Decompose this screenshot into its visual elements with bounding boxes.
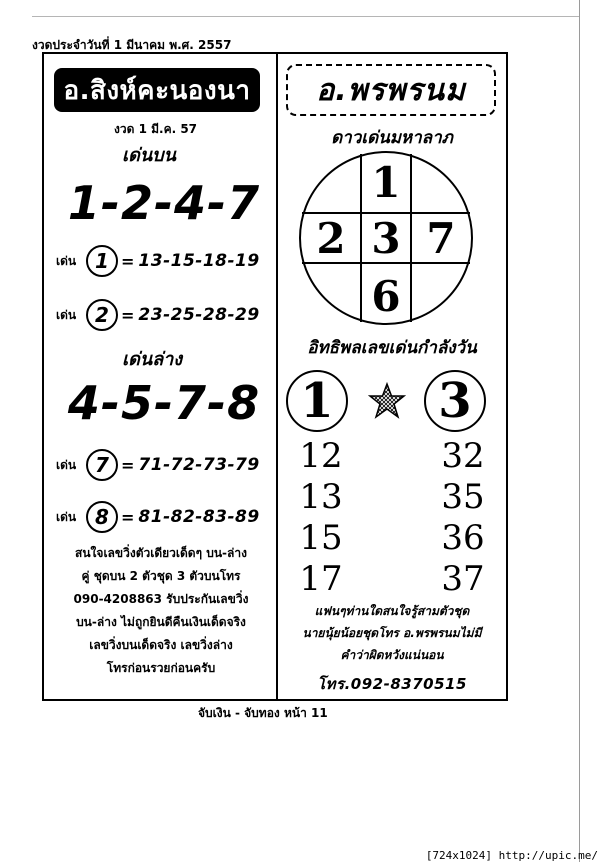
- play-label: เด่น: [56, 509, 77, 524]
- page-footer: จับเงิน - จับทอง หน้า 11: [198, 706, 328, 720]
- star-heading: ดาวเด่นมหาลาภ: [331, 128, 453, 148]
- play-label: เด่น: [56, 307, 77, 322]
- bottom-set-row: [56, 500, 260, 534]
- lucky-number: 12: [299, 436, 343, 476]
- set-values: 23-25-28-29: [138, 305, 260, 325]
- phone-number: โทร.092-8370515: [317, 675, 467, 693]
- info-line: เลขวิ่งบนเด็ดจริง เลขวิ่งล่าง: [89, 638, 233, 652]
- right-number-column: [428, 436, 498, 600]
- left-title: อ.สิงห์คะนองนา: [54, 68, 260, 112]
- grid-right-number: 7: [426, 214, 456, 263]
- note-line: นายนุ้ยน้อยชุดโทร อ.พรพรนมไม่มี: [302, 626, 482, 640]
- info-line: โทรก่อนรวยก่อนครับ: [106, 661, 216, 675]
- issue-header: งวดประจำวันที่ 1 มีนาคม พ.ศ. 2557: [32, 38, 232, 52]
- grid-bottom-number: 6: [371, 272, 401, 321]
- set-digit-circle: 1: [86, 245, 118, 277]
- lucky-number: 17: [299, 559, 343, 599]
- set-values: 13-15-18-19: [138, 251, 260, 271]
- lucky-number: 15: [299, 518, 343, 558]
- play-label: เด่น: [56, 457, 77, 472]
- contact-info: [54, 542, 268, 680]
- image-watermark: [724x1024] http://upic.me/: [425, 849, 598, 862]
- set-digit-circle: 7: [86, 449, 118, 481]
- bottom-set-row: [56, 448, 260, 482]
- note-line: คำว่าผิดหวังแน่นอน: [340, 648, 444, 662]
- top-set-row: [56, 244, 260, 278]
- equals-sign: =: [121, 305, 135, 325]
- grid-center-number: 3: [371, 214, 401, 263]
- note-line: แฟนๆท่านใดสนใจรู้สามตัวชุด: [314, 604, 470, 618]
- power-heading: อิทธิพลเลขเด่นกำลังวัน: [307, 338, 477, 358]
- lottery-page: [42, 52, 508, 701]
- equals-sign: =: [121, 455, 135, 475]
- lucky-number: 37: [441, 559, 485, 599]
- left-number-column: [286, 436, 356, 600]
- lucky-number: 32: [441, 436, 485, 476]
- info-line: สนใจเลขวิ่งตัวเดียวเด็ดๆ บน-ล่าง: [75, 546, 247, 560]
- lucky-number: 36: [441, 518, 485, 558]
- info-line: บน-ล่าง ไม่ถูกยินดีคืนเงินเด็ดจริง: [76, 615, 246, 629]
- equals-sign: =: [121, 251, 135, 271]
- bottom-label: เด่นล่าง: [122, 349, 183, 370]
- info-line: 090-4208863 รับประกันเลขวิ่ง: [73, 592, 249, 606]
- top-set-row: [56, 298, 260, 332]
- grid-left-number: 2: [316, 214, 346, 263]
- info-line: คู่ ชุดบน 2 ตัวชุด 3 ตัวบนโทร: [81, 569, 241, 583]
- play-label: เด่น: [56, 253, 77, 268]
- grid-top-number: 1: [371, 158, 401, 207]
- set-digit-circle: 8: [86, 501, 118, 533]
- lucky-number: 35: [441, 477, 485, 517]
- top-label: เด่นบน: [122, 145, 176, 166]
- right-rule: [579, 0, 580, 862]
- set-values: 81-82-83-89: [138, 507, 260, 527]
- top-digits: 1-2-4-7: [67, 176, 261, 230]
- set-values: 71-72-73-79: [138, 455, 260, 475]
- lead-left-circle: 1: [286, 370, 348, 432]
- star-icon: [368, 382, 406, 420]
- equals-sign: =: [121, 507, 135, 527]
- set-digit-circle: 2: [86, 299, 118, 331]
- lead-right-circle: 3: [424, 370, 486, 432]
- top-rule: [32, 16, 580, 17]
- right-title: อ.พรพรนม: [286, 64, 496, 116]
- bottom-digits: 4-5-7-8: [67, 376, 261, 430]
- lucky-number: 13: [299, 477, 343, 517]
- draw-date: งวด 1 มี.ค. 57: [114, 122, 198, 136]
